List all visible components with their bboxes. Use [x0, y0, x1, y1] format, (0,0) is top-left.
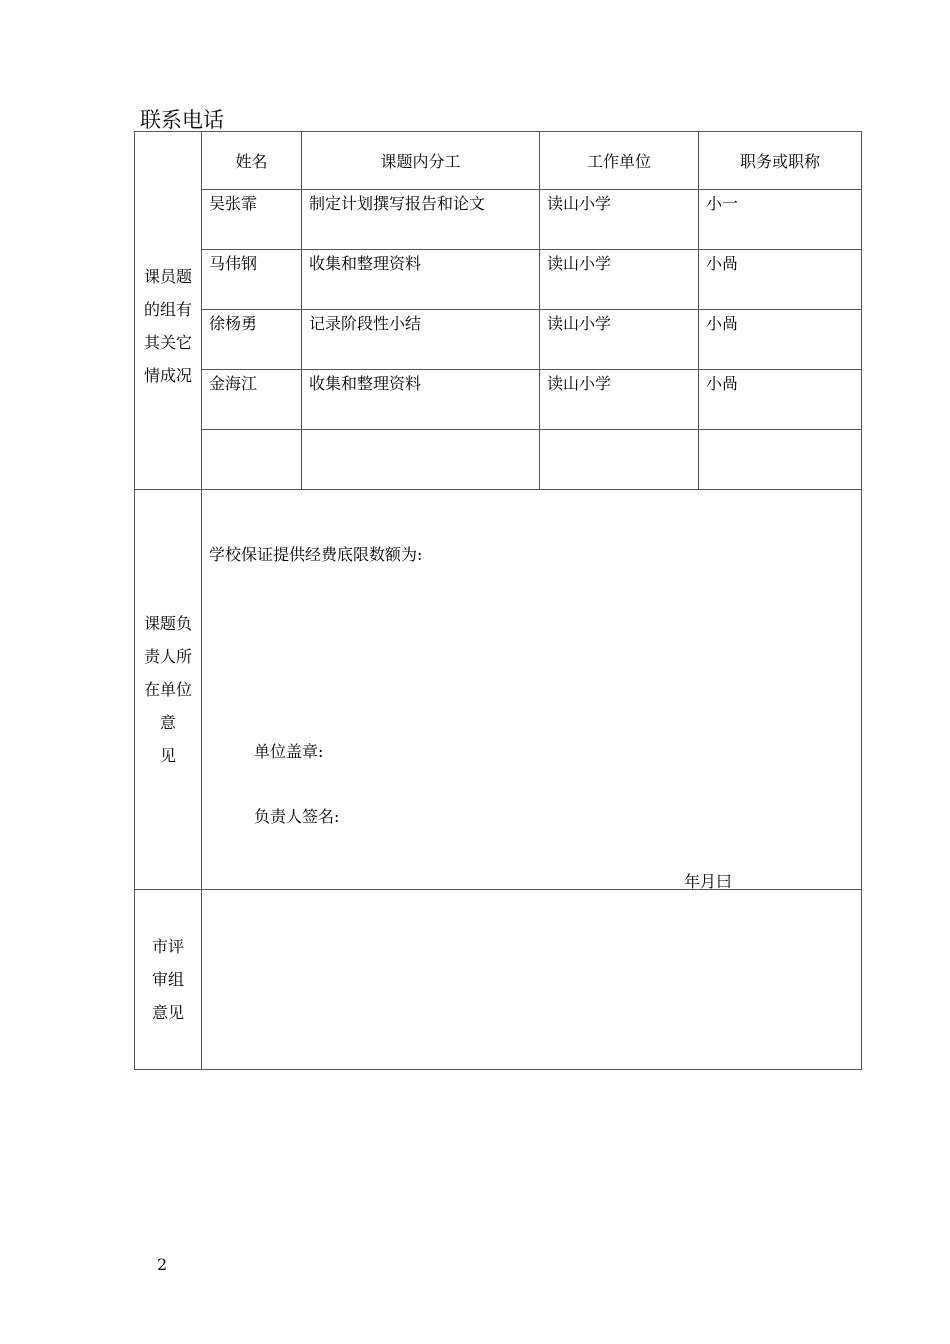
table-row	[135, 370, 862, 430]
table-row	[135, 250, 862, 310]
side-label-line: 的组有	[143, 299, 192, 319]
members-header-row	[135, 132, 862, 190]
side-label-line: 在单位	[143, 680, 192, 699]
side-label-line: 责人所	[143, 647, 192, 666]
member-name: 吴张霏	[202, 190, 302, 250]
review-opinion-cell	[202, 890, 862, 1070]
member-unit: 读山小学	[540, 250, 699, 310]
table-row-empty	[135, 430, 862, 490]
project-form-table	[134, 131, 862, 1070]
member-task	[302, 430, 540, 490]
members-side-label	[135, 132, 202, 490]
column-header-title: 职务或职称	[699, 132, 862, 190]
side-label-line: 情成况	[143, 365, 192, 385]
member-title: 小一	[699, 190, 862, 250]
member-unit: 读山小学	[540, 190, 699, 250]
side-label-line: 意	[159, 713, 176, 732]
member-title	[699, 430, 862, 490]
member-title: 小咼	[699, 310, 862, 370]
member-name: 马伟钢	[202, 250, 302, 310]
column-header-task: 课题内分工	[302, 132, 540, 190]
side-label-line: 意见	[151, 1003, 184, 1022]
side-label-line: 审组	[151, 970, 184, 989]
member-title: 小咼	[699, 370, 862, 430]
unit-opinion-cell	[202, 490, 862, 890]
member-task: 制定计划撰写报告和论文	[302, 190, 540, 250]
review-opinion-row	[135, 890, 862, 1070]
funding-text: 学校保证提供经费底限数额为:	[209, 545, 423, 564]
member-task: 记录阶段性小结	[302, 310, 540, 370]
member-unit	[540, 430, 699, 490]
column-header-unit: 工作单位	[540, 132, 699, 190]
member-name: 金海江	[202, 370, 302, 430]
column-header-name: 姓名	[202, 132, 302, 190]
unit-opinion-side-label	[135, 490, 202, 890]
side-label-line: 市评	[151, 937, 184, 956]
member-name	[202, 430, 302, 490]
side-label-line: 见	[159, 746, 176, 765]
member-name: 徐杨勇	[202, 310, 302, 370]
side-label-line: 课题负	[143, 614, 192, 633]
member-task: 收集和整理资料	[302, 370, 540, 430]
page-number: 2	[157, 1255, 168, 1274]
member-task: 收集和整理资料	[302, 250, 540, 310]
side-label-line: 其关它	[143, 332, 192, 352]
seal-label: 单位盖章:	[254, 742, 324, 761]
review-side-label	[135, 890, 202, 1070]
member-unit: 读山小学	[540, 370, 699, 430]
page-heading: 联系电话	[140, 108, 224, 132]
table-row	[135, 190, 862, 250]
side-label-line: 课员题	[143, 266, 192, 286]
signature-label: 负责人签名:	[254, 807, 340, 826]
unit-opinion-row	[135, 490, 862, 890]
member-title: 小咼	[699, 250, 862, 310]
member-unit: 读山小学	[540, 310, 699, 370]
date-label: 年月曰	[684, 872, 733, 891]
table-row	[135, 310, 862, 370]
